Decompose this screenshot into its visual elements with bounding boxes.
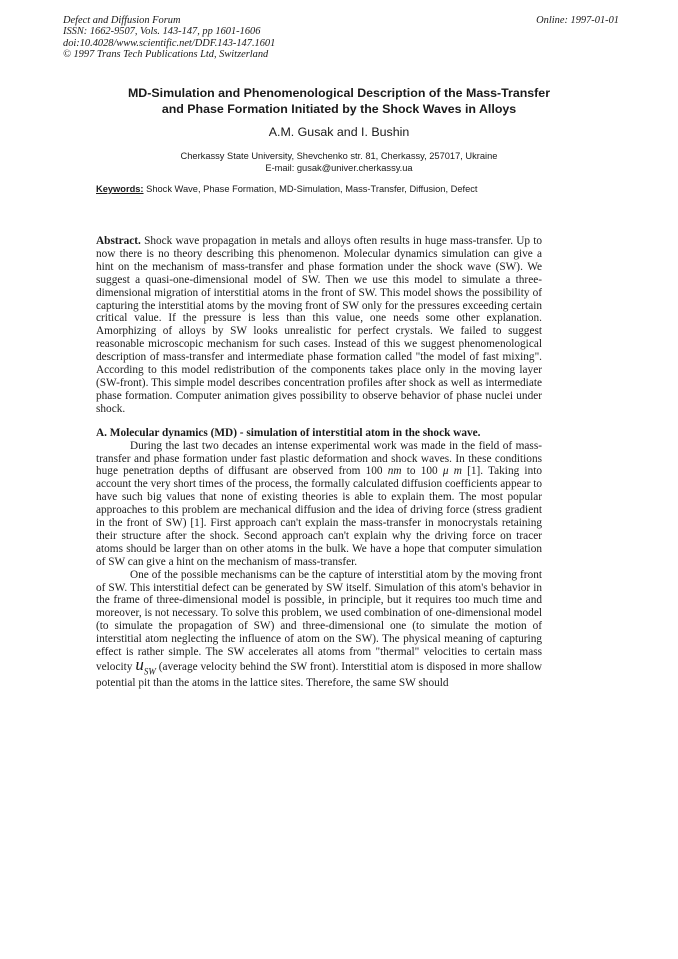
doi-line: doi:10.4028/www.scientific.net/DDF.143-147.1601 (63, 37, 276, 49)
p1-text-3: [1]. Taking into account the very short times of the process, the formally calculated diffusion coefficients appear to have such big values that none of existing theories is able to explain them. The most popular approaches to this problem are mechanical diffusion and the idea of driving force (stress gradient in the front of SW) [1]. First approach can't explain the mass-transfer in monocrystals retaining their structure after the shock. Second approach can't explain why the driving force on tracer atoms should be larger than on other atoms in the bulk. We have a hope that computer simulation of SW can give a hint on the mechanism of mass-transfer. (96, 465, 543, 568)
issn-line: ISSN: 1662-9507, Vols. 143-147, pp 1601-1606 (63, 26, 261, 38)
abstract-label: Abstract. (96, 235, 141, 247)
unit-um: μ m (442, 465, 462, 478)
affiliation (60, 150, 618, 174)
paragraph-1 (96, 440, 542, 569)
affiliation-email: E-mail: gusak@univer.cherkassy.ua (265, 163, 413, 174)
p2-text-1: One of the possible mechanisms can be the capture of interstitial atom by the moving front of SW. This interstitial defect can be generated by SW itself. Simulation of this atom's behavior in the frame of three-dimensional model is possible, in principle, but it requires too much time and moreover, is not necessary. To solve this problem, we used combination of one-dimensional model (to simulate the propagation of SW) and three-dimensional one (to simulate the motion of interstitial atom neglecting the influence of atom on the SW). The physical meaning of capturing effect is rather simple. The SW accelerates all atoms from "thermal" velocities to certain mass velocity (96, 568, 542, 673)
p1-text-1: During the last two decades an intense experimental work was made in the field of mass-transfer and phase formation under fast plastic deformation and shock waves. In these conditions huge penetration depths of diffusant are observed from 100 (96, 439, 542, 478)
affiliation-address: Cherkassy State University, Shevchenko str. 81, Cherkassy, 257017, Ukraine (180, 151, 498, 161)
keywords-text: Shock Wave, Phase Formation, MD-Simulation, Mass-Transfer, Diffusion, Defect (146, 184, 478, 194)
section-heading: A. Molecular dynamics (MD) - simulation of interstitial atom in the shock wave. (96, 426, 481, 439)
title-line-1: MD-Simulation and Phenomenological Description of the Mass-Transfer (127, 86, 551, 100)
p1-text-2: to 100 (406, 465, 438, 478)
symbol-u: u (135, 655, 144, 674)
authors: A.M. Gusak and I. Bushin (268, 125, 410, 139)
paragraph-2 (96, 569, 542, 691)
title-line-2: and Phase Formation Initiated by the Shock Waves in Alloys (161, 101, 517, 116)
keywords (96, 184, 478, 194)
copyright-line: © 1997 Trans Tech Publications Ltd, Switzerland (63, 49, 269, 61)
symbol-u-sw (135, 655, 156, 677)
online-date: Online: 1997-01-01 (536, 15, 619, 26)
keywords-label: Keywords: (96, 184, 144, 194)
paper-title (60, 86, 618, 118)
journal-name: Defect and Diffusion Forum (63, 15, 181, 26)
paper-body (96, 235, 542, 690)
publication-info (63, 15, 275, 61)
abstract (96, 235, 542, 416)
unit-nm: nm (387, 465, 402, 478)
symbol-subscript: SW (143, 666, 156, 677)
abstract-text: Shock wave propagation in metals and alloys often results in huge mass-transfer. Up to now there is no theory describing this phenomenon. Molecular dynamics simulation can give a hint on the mechanism of mass-transfer and phase formation under the shock wave (SW). We suggest a quasi-one-dimensional model of SW. Then we use this model to simulate a three-dimensional migration of interstitial atoms in the front of SW. This model shows the possibility of capturing the interstitial atoms by the moving front of SW only for the pressures exceeding certain critical value. If the pressure is less than this value, one needs some other explanation. Amorphizing of alloys by SW looks unrealistic for perfect crystals. We failed to suggest reasonable microscopic mechanism for such cases. Instead of this we suggest phenomenological description of mass-transfer and intermediate phase formation called "the model of fast mixing". According to this model redistribution of the components takes place only in the moving layer (SW-front). This simple model describes concentration profiles after shock as well as intermediate phase formation. Computer animation gives possibility to observe behavior of phase nuclei under shock. (96, 235, 543, 415)
p2-text-2: (average velocity behind the SW front). Interstitial atom is disposed in more shallow potential pit than the atoms in the lattice sites. Therefore, the same SW should (96, 661, 543, 690)
